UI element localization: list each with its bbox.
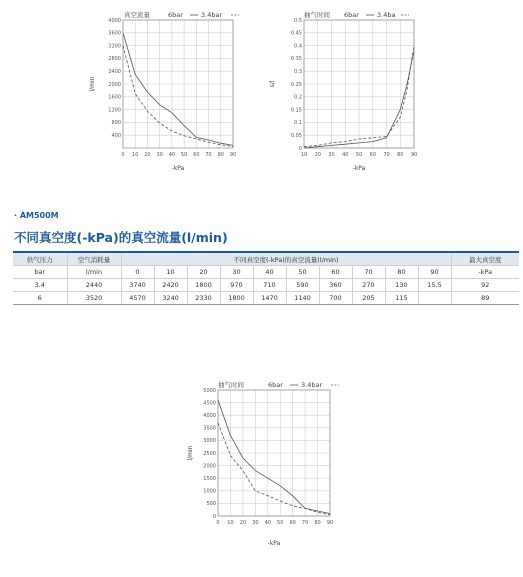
header-max-vacuum: 最大真空度 [451,252,519,266]
vacuum-level-cell: 90 [418,266,451,279]
y-tick-label: 0.3 [294,69,302,75]
y-tick-label: 5000 [203,387,216,394]
y-axis-label: l/min [89,76,96,92]
vacuum-level-cell: 20 [187,266,220,279]
y-tick-label: 0.35 [290,56,302,63]
vacuum-level-cell: 50 [286,266,319,279]
consumption-cell: 3520 [67,292,121,305]
y-tick-label: 3000 [203,438,216,445]
header-flow-group: 不同真空度(-kPa)的真空流量(l/min) [121,252,451,266]
pressure-cell: 3.4 [13,279,67,292]
legend-dashed-label: 3.4bar [301,381,323,389]
flow-cell: 205 [352,292,385,305]
y-tick-label: 3200 [108,43,121,50]
flow-cell: 590 [286,279,319,292]
evacuation-time-chart [260,6,430,176]
legend-dashed-label: 3.4ba [377,11,396,19]
header-air-consumption: 空气消耗量 [67,252,121,266]
pressure-cell: 6 [13,292,67,305]
flow-cell: 3240 [154,292,187,305]
x-tick-label: 70 [383,152,390,158]
x-tick-label: 80 [314,520,321,526]
flow-cell: 2420 [154,279,187,292]
x-tick-label: 90 [326,520,334,526]
flow-cell: 15.5 [418,279,451,292]
y-axis-label: l/min [187,445,194,461]
x-tick-label: 0 [216,520,220,526]
flow-cell: 115 [385,292,418,305]
flow-cell: 3740 [121,279,154,292]
y-tick-label: 0.25 [290,81,302,88]
y-tick-label: 3600 [108,30,121,37]
x-tick-label: 80 [217,152,224,158]
y-tick-label: 4000 [203,413,216,419]
chart-title: 抽气时间 [218,381,244,389]
table-unit-row [13,266,519,279]
y-tick-label: 1000 [203,488,216,495]
y-tick-label: 4500 [203,400,216,407]
table-row [13,279,519,292]
y-tick-label: 0.05 [290,133,302,139]
x-axis-label: -kPa [267,540,281,547]
series-line-6bar [218,400,330,513]
y-axis-label: s/l [269,80,276,88]
vacuum-flow-table [13,251,519,305]
x-tick-label: 20 [239,520,247,526]
vacuum-level-cell: 40 [253,266,286,279]
section-heading: 不同真空度(-kPa)的真空流量(l/min) [14,230,228,245]
y-tick-label: 0.15 [290,107,302,114]
flow-cell: 4570 [121,292,154,305]
legend-solid-label: 6bar [344,11,359,19]
y-tick-label: 1200 [108,107,121,114]
x-tick-label: 40 [264,520,271,526]
flow-cell: 270 [352,279,385,292]
y-tick-label: 2400 [108,69,121,75]
model-label: · AM500M [14,211,59,220]
chart-title: 真空流量 [124,11,150,19]
table-row [13,292,519,305]
y-tick-label: 2800 [108,56,121,63]
legend-solid-label: 6bar [268,381,283,389]
vacuum-level-cell: 60 [319,266,352,279]
y-tick-label: 0 [212,513,216,520]
vacuum-level-cell: 70 [352,266,385,279]
flow-cell: 130 [385,279,418,292]
evacuation-flow-chart [182,372,352,557]
y-tick-label: 0.2 [294,94,302,101]
legend-solid-label: 6bar [168,11,183,19]
vacuum-level-cell: 10 [154,266,187,279]
max-vacuum-cell: 89 [451,292,519,305]
x-tick-label: 60 [289,520,296,526]
y-tick-label: 800 [111,120,121,127]
flow-cell: 970 [220,279,253,292]
x-tick-label: 50 [355,152,363,158]
flow-cell: 360 [319,279,352,292]
flow-cell: 1800 [220,292,253,305]
y-tick-label: 3500 [203,425,216,432]
series-line-34bar [218,423,330,515]
x-axis-label: -kPa [171,165,185,172]
x-tick-label: 40 [168,152,176,158]
y-tick-label: 0.4 [294,43,302,50]
flow-cell: 1800 [187,279,220,292]
unit-max-vacuum: -kPa [451,266,519,279]
flow-cell: 1470 [253,292,286,305]
y-tick-label: 0.5 [294,17,302,24]
x-tick-label: 10 [132,152,139,158]
y-tick-label: 2000 [108,81,121,88]
unit-supply-pressure: bar [13,266,67,279]
y-tick-label: 0.45 [290,30,302,37]
flow-cell [418,292,451,305]
x-tick-label: 10 [300,152,308,158]
chart-title: 抽气时间 [304,11,330,19]
x-tick-label: 70 [205,152,212,158]
vacuum-level-cell: 30 [220,266,253,279]
y-tick-label: 400 [111,133,121,139]
header-supply-pressure: 供气压力 [13,252,67,266]
x-tick-label: 60 [193,152,200,158]
x-tick-label: 90 [229,152,237,158]
x-tick-label: 10 [227,520,234,526]
x-tick-label: 20 [144,152,151,158]
consumption-cell: 2440 [67,279,121,292]
y-tick-label: 500 [206,501,216,508]
flow-cell: 710 [253,279,286,292]
table-header-row [13,252,519,266]
y-tick-label: 1500 [203,476,216,482]
x-tick-label: 60 [369,152,376,158]
x-tick-label: 50 [180,152,188,158]
y-tick-label: 0.1 [294,120,302,127]
vacuum-level-cell: 80 [385,266,418,279]
x-tick-label: 20 [314,152,321,158]
y-tick-label: 1600 [108,94,121,101]
y-tick-label: 2500 [203,450,216,457]
x-tick-label: 0 [121,152,125,158]
y-tick-label: 4000 [108,17,121,24]
unit-air-consumption: l/min [67,266,121,279]
x-tick-label: 40 [342,152,349,158]
x-tick-label: 90 [410,152,418,158]
y-tick-label: 0 [298,145,302,152]
x-axis-label: -kPa [352,165,366,172]
flow-cell: 1140 [286,292,319,305]
x-tick-label: 30 [252,520,259,526]
vacuum-flow-chart [80,6,250,176]
y-tick-label: 2000 [203,463,216,470]
x-tick-label: 30 [328,152,335,158]
series-line-34bar [123,46,233,147]
flow-cell: 2330 [187,292,220,305]
x-tick-label: 50 [277,520,284,526]
legend-dashed-label: 3.4bar [201,11,223,19]
x-tick-label: 80 [397,152,404,158]
series-line-6bar [123,33,233,146]
x-tick-label: 30 [156,152,163,158]
max-vacuum-cell: 92 [451,279,519,292]
x-tick-label: 70 [301,520,309,526]
vacuum-level-cell: 0 [121,266,154,279]
flow-cell: 700 [319,292,352,305]
